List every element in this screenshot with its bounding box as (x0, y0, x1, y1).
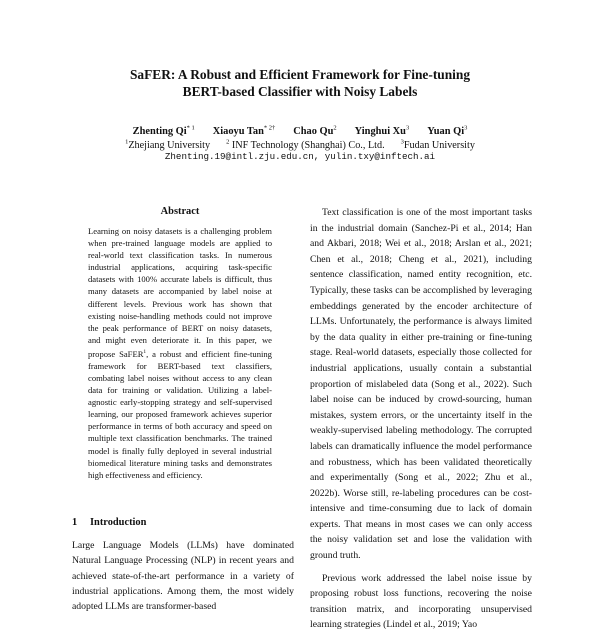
author-name: Zhenting Qi (132, 126, 187, 138)
title-line-2: BERT-based Classifier with Noisy Labels (182, 84, 418, 99)
abstract-text-2: , a robust and efficient fine-tuning framework for BERT-based text classifiers, combating label noises without access to any clean data for training or validation. Utilizing a label-agnostic early-stopping strategy and self-supervised learning, our proposed framework achieves superior performance in terms of both accuracy and speed on multiple text classification benchmarks. The trained model is finally fully deployed in several industrial biomedical literature mining tasks and demonstrates high effectiveness and efficiency. (88, 348, 272, 480)
affiliation-list (40, 136, 560, 152)
right-column (310, 205, 532, 631)
body-paragraph: Previous work addressed the label noise issue by proposing robust loss functions, recovering the noise transition matrix, and incorporating unsupervised learning strategies (Lindel et al., 2019; Yao (310, 572, 532, 631)
title-line-1: SaFER: A Robust and Efficient Framework for Fine-tuning (129, 67, 471, 82)
abstract-text-1: Learning on noisy datasets is a challenging problem when pre-trained language models are applied to real-world text classification tasks. In numerous industrial applications, acquiring task-specific datasets with 100% accurate labels is difficult, thus many datasets are accompanied by label noise at different levels. Previous work has shown that existing noise-handling methods could not improve the peak performance of BERT on noisy datasets, and might even deteriorate it. In this paper, we propose SaFER (88, 226, 272, 359)
affiliation (401, 140, 475, 151)
author-name: Yuan Qi (427, 126, 465, 138)
author-sup: * 2† (263, 125, 276, 132)
section-heading (72, 517, 292, 528)
affiliation-name: Zhejiang University (128, 140, 211, 152)
author-sup: * 1 (186, 125, 195, 132)
section-title: Introduction (90, 517, 147, 528)
author-sup: 2 (333, 125, 337, 132)
abstract-heading: Abstract (160, 206, 200, 217)
affiliation-name: Fudan University (403, 140, 475, 152)
author-sup: 3 (405, 125, 410, 132)
intro-paragraph: Large Language Models (LLMs) have dominated Natural Language Processing (NLP) in recent years and achieved state-of-the-art performance in a variety of industrial applications. Among them, the most widely adopted LLMs are transformer-based (72, 540, 294, 613)
footnote-marker: 1 (143, 348, 147, 355)
affiliation (125, 140, 210, 151)
affiliation-sup: 2 (226, 139, 230, 146)
author-emails: Zhenting.19@intl.zju.edu.cn, yulin.txy@inftech.ai (164, 151, 436, 162)
body-paragraph: Text classification is one of the most important tasks in the industrial domain (Sanchez-Pi et al., 2014; Han and Akbari, 2018; Wei et al., 2018; Arslan et al., 2021; Chen et al., 2018; Cheng et al., 2021), including sentence classification, named entity recognition, etc. Typically, these tasks can be accomplished by leveraging embeddings generated by the encoder architecture of LLMs. Unfortunately, the performance is always limited by the data quality in either pre-training or fine-tuning stage. Real-world datasets, especially those collected for industrial applications, usually contain a substantial proportion of mislabeled data (Song et al., 2022). Such label noise can be induced by crowd-sourcing, human mistakes, system errors, or the uncertainty itself in the weakly-supervised labeling methodology. The corrupted labels can dramatically influence the model performance and robustness, which has been validated theoretically and experimentally (Song et al., 2022; Zhu et al., 2022b). Worse still, re-labeling procedures can be cost-intensive and time-consuming due to lack of domain experts. That means in most cases we can only access the noisy validation set and lose the validation with ground truth. (310, 207, 532, 562)
affiliation-name: INF Technology (Shanghai) Co., Ltd. (231, 140, 385, 152)
author-name: Yinghui Xu (354, 126, 406, 138)
affiliation-sup: 1 (125, 139, 129, 146)
author-name: Xiaoyu Tan (212, 126, 264, 138)
section-number: 1 (72, 517, 78, 528)
paper-title (60, 66, 540, 100)
affiliation (226, 140, 385, 151)
abstract-body (88, 225, 272, 481)
affiliation-sup: 3 (400, 139, 404, 146)
author-name: Chao Qu (293, 126, 334, 138)
author-sup: 3 (464, 125, 468, 132)
